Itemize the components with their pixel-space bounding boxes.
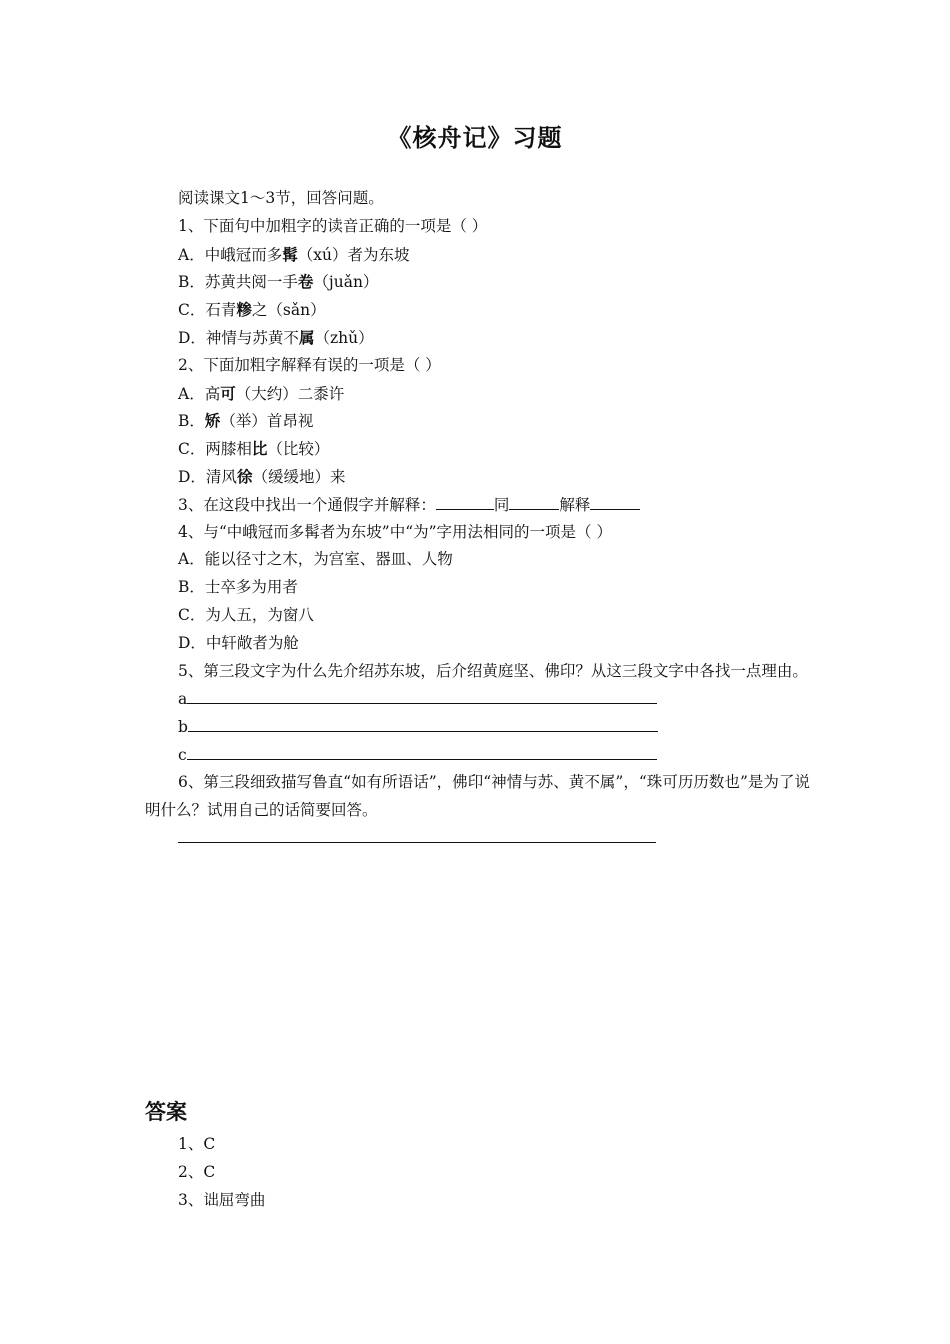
q2-option-d [145,463,810,491]
q5-answer-a [145,685,810,713]
blank-line [509,491,559,510]
answer-heading: 答案 [145,1099,187,1124]
option-text: A．中峨冠而多 [178,245,283,264]
answer-item: 3、诎屈弯曲 [178,1190,266,1209]
q6-answer [145,824,810,852]
q5-answer-c [145,741,810,769]
option-text: （xú）者为东坡 [297,245,410,264]
document-title: 《核舟记》习题 [387,123,563,152]
option-text: D．神情与苏黄不 [178,328,299,347]
option-text: （zhǔ） [314,328,374,347]
option-text: C．石青 [178,301,237,320]
question-section [145,185,810,852]
option-text: （大约）二黍许 [235,384,345,403]
answer-item: 2、C [178,1162,216,1181]
bold-char: 髯 [282,244,298,264]
blank-line [188,713,658,732]
intro-text: 阅读课文1～3节，回答问题。 [178,189,384,207]
option-text: A．高 [178,384,221,403]
q1-stem: 1、下面句中加粗字的读音正确的一项是（ ） [178,216,488,235]
q3-text: 解释 [559,495,591,514]
q1-option-a [145,241,810,269]
option-text: B． [178,412,205,431]
q2-option-b [145,407,810,435]
q3-line [145,491,810,519]
option-text: 之（sǎn） [251,301,326,320]
q1-option-b [145,268,810,296]
option-text: C．两膝相 [178,440,252,459]
answer-label: a [178,690,188,709]
blank-line [590,491,640,510]
bold-char: 比 [251,439,268,459]
blank-line [187,741,657,760]
q4-option-a: A．能以径寸之木，为宫室、器皿、人物 [178,550,453,569]
q4-option-b: B．士卒多为用者 [178,578,298,597]
answer-item: 1、C [178,1135,216,1153]
q2-stem: 2、下面加粗字解释有误的一项是（ ） [178,355,441,374]
answer-section [145,1131,810,1214]
bold-char: 卷 [297,272,314,292]
option-text: D．清风 [178,467,237,486]
q3-text: 3、在这段中找出一个通假字并解释： [178,495,436,514]
option-text: （举）首昂视 [220,412,314,431]
q4-option-c: C．为人五，为窗八 [178,605,314,624]
bold-char: 糁 [236,300,252,320]
q3-text: 同 [493,495,510,514]
q4-option-d: D．中轩敞者为舱 [178,633,299,652]
blank-line [178,824,656,843]
answer-label: c [178,745,187,764]
q4-stem: 4、与“中峨冠而多髯者为东坡”中“为”字用法相同的一项是（ ） [178,522,612,541]
option-text: （juǎn） [313,273,379,292]
option-text: B．苏黄共阅一手 [178,273,298,292]
bold-char: 徐 [236,466,253,486]
q5-answer-b [145,713,810,741]
bold-char: 属 [298,327,315,347]
bold-char: 可 [220,383,236,403]
q6-stem: 6、第三段细致描写鲁直“如有所语话”，佛印“神情与苏、黄不属”，“珠可历历数也”是为了说明什么？试用自己的话简要回答。 [145,772,810,819]
blank-line [187,685,657,704]
q2-option-c [145,435,810,463]
q1-option-d [145,324,810,352]
option-text: （比较） [267,440,330,459]
q1-option-c [145,296,810,324]
blank-line [436,491,494,510]
bold-char: 矫 [204,411,221,431]
q5-stem: 5、第三段文字为什么先介绍苏东坡，后介绍黄庭坚、佛印？从这三段文字中各找一点理由。 [178,661,808,680]
answer-label: b [178,718,188,737]
q2-option-a [145,380,810,408]
option-text: （缓缓地）来 [252,467,346,486]
